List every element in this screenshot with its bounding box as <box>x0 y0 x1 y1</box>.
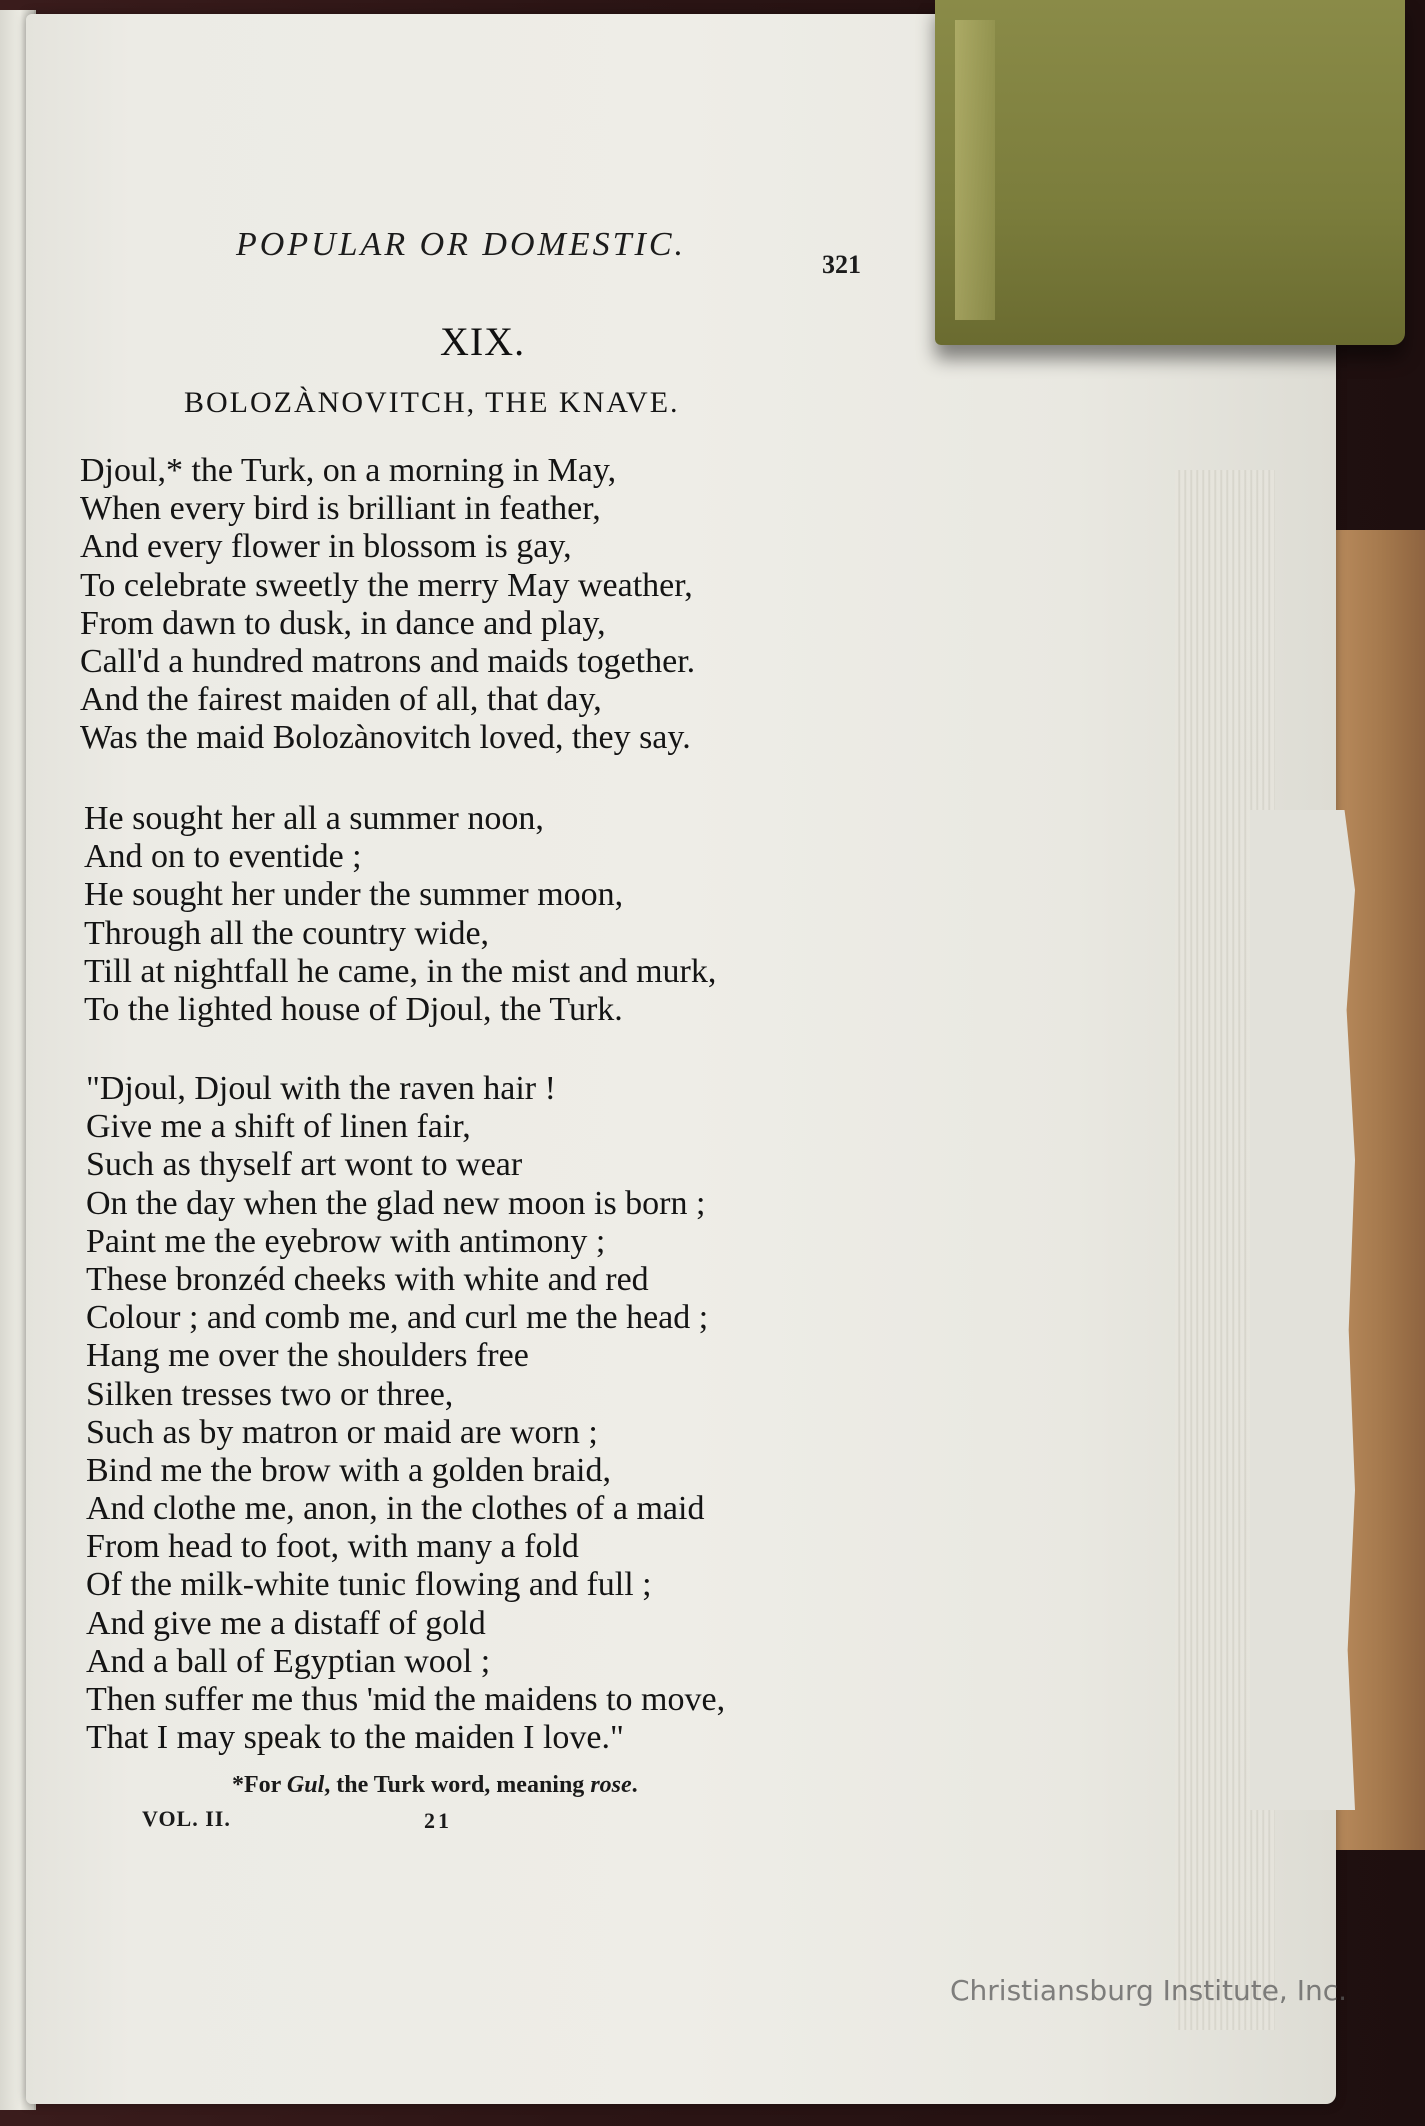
stanza-1 <box>80 452 695 758</box>
poem-line: Then suffer me thus 'mid the maidens to move, <box>86 1681 726 1718</box>
poem-line: Give me a shift of linen fair, <box>86 1108 471 1146</box>
section-number: XIX. <box>440 319 526 364</box>
stanza-3 <box>86 1070 725 1757</box>
footnote-prefix: *For <box>232 1772 287 1798</box>
poem-line: Of the milk-white tunic flowing and full ; <box>86 1566 652 1604</box>
poem-title: BOLOZÀNOVITCH, THE KNAVE. <box>184 386 680 419</box>
poem-line: Paint me the eyebrow with antimony ; <box>86 1222 606 1260</box>
green-book-tab <box>935 0 1405 345</box>
poem-line: From head to foot, with many a fold <box>86 1528 579 1566</box>
poem-line: Till at nightfall he came, in the mist and murk, <box>84 952 717 990</box>
poem-line: And the fairest maiden of all, that day, <box>80 681 602 719</box>
poem-line: He sought her all a summer noon, <box>84 800 544 837</box>
poem-line: Such as by matron or maid are worn ; <box>86 1413 598 1451</box>
footnote-term: Gul <box>286 1772 325 1798</box>
poem-line: And on to eventide ; <box>84 838 362 876</box>
page-number: 321 <box>822 250 861 279</box>
footnote <box>232 1772 638 1799</box>
poem-line: From dawn to dusk, in dance and play, <box>80 604 606 642</box>
poem-line: To the lighted house of Djoul, the Turk. <box>84 990 623 1028</box>
poem-line: Such as thyself art wont to wear <box>86 1146 523 1184</box>
poem-line: And a ball of Egyptian wool ; <box>86 1642 491 1680</box>
poem-line: Silken tresses two or three, <box>86 1375 454 1413</box>
stanza-2 <box>84 800 716 1029</box>
poem-line: These bronzéd cheeks with white and red <box>86 1260 649 1298</box>
poem-line: He sought her under the summer moon, <box>84 876 624 914</box>
poem-line: And every flower in blossom is gay, <box>80 528 572 566</box>
footnote-suffix: . <box>631 1772 638 1798</box>
watermark: Christiansburg Institute, Inc. <box>950 1974 1348 2007</box>
poem-line: Colour ; and comb me, and curl me the head ; <box>86 1299 709 1337</box>
signature-mark: 21 <box>424 1808 452 1833</box>
poem-line: Hang me over the shoulders free <box>86 1337 529 1375</box>
footnote-middle: , the Turk word, meaning <box>324 1772 591 1798</box>
poem-line: When every bird is brilliant in feather, <box>80 490 601 528</box>
poem-line: On the day when the glad new moon is born ; <box>86 1184 706 1222</box>
poem-line: And give me a distaff of gold <box>86 1604 486 1642</box>
poem-line: Djoul,* the Turk, on a morning in May, <box>80 452 617 489</box>
poem-line: Bind me the brow with a golden braid, <box>86 1451 612 1489</box>
poem-line: Was the maid Bolozànovitch loved, they say. <box>80 719 691 757</box>
running-title: POPULAR OR DOMESTIC. <box>236 226 687 263</box>
poem-line: "Djoul, Djoul with the raven hair ! <box>86 1070 556 1107</box>
torn-paper-strip <box>1250 810 1355 1810</box>
poem-line: That I may speak to the maiden I love." <box>86 1719 624 1757</box>
poem-line: To celebrate sweetly the merry May weather, <box>80 566 693 604</box>
volume-signature: VOL. II. <box>142 1806 231 1831</box>
poem-line: Call'd a hundred matrons and maids together. <box>80 642 696 680</box>
poem-line: And clothe me, anon, in the clothes of a maid <box>86 1490 705 1528</box>
poem-line: Through all the country wide, <box>84 914 490 952</box>
footnote-meaning: rose <box>590 1772 632 1798</box>
